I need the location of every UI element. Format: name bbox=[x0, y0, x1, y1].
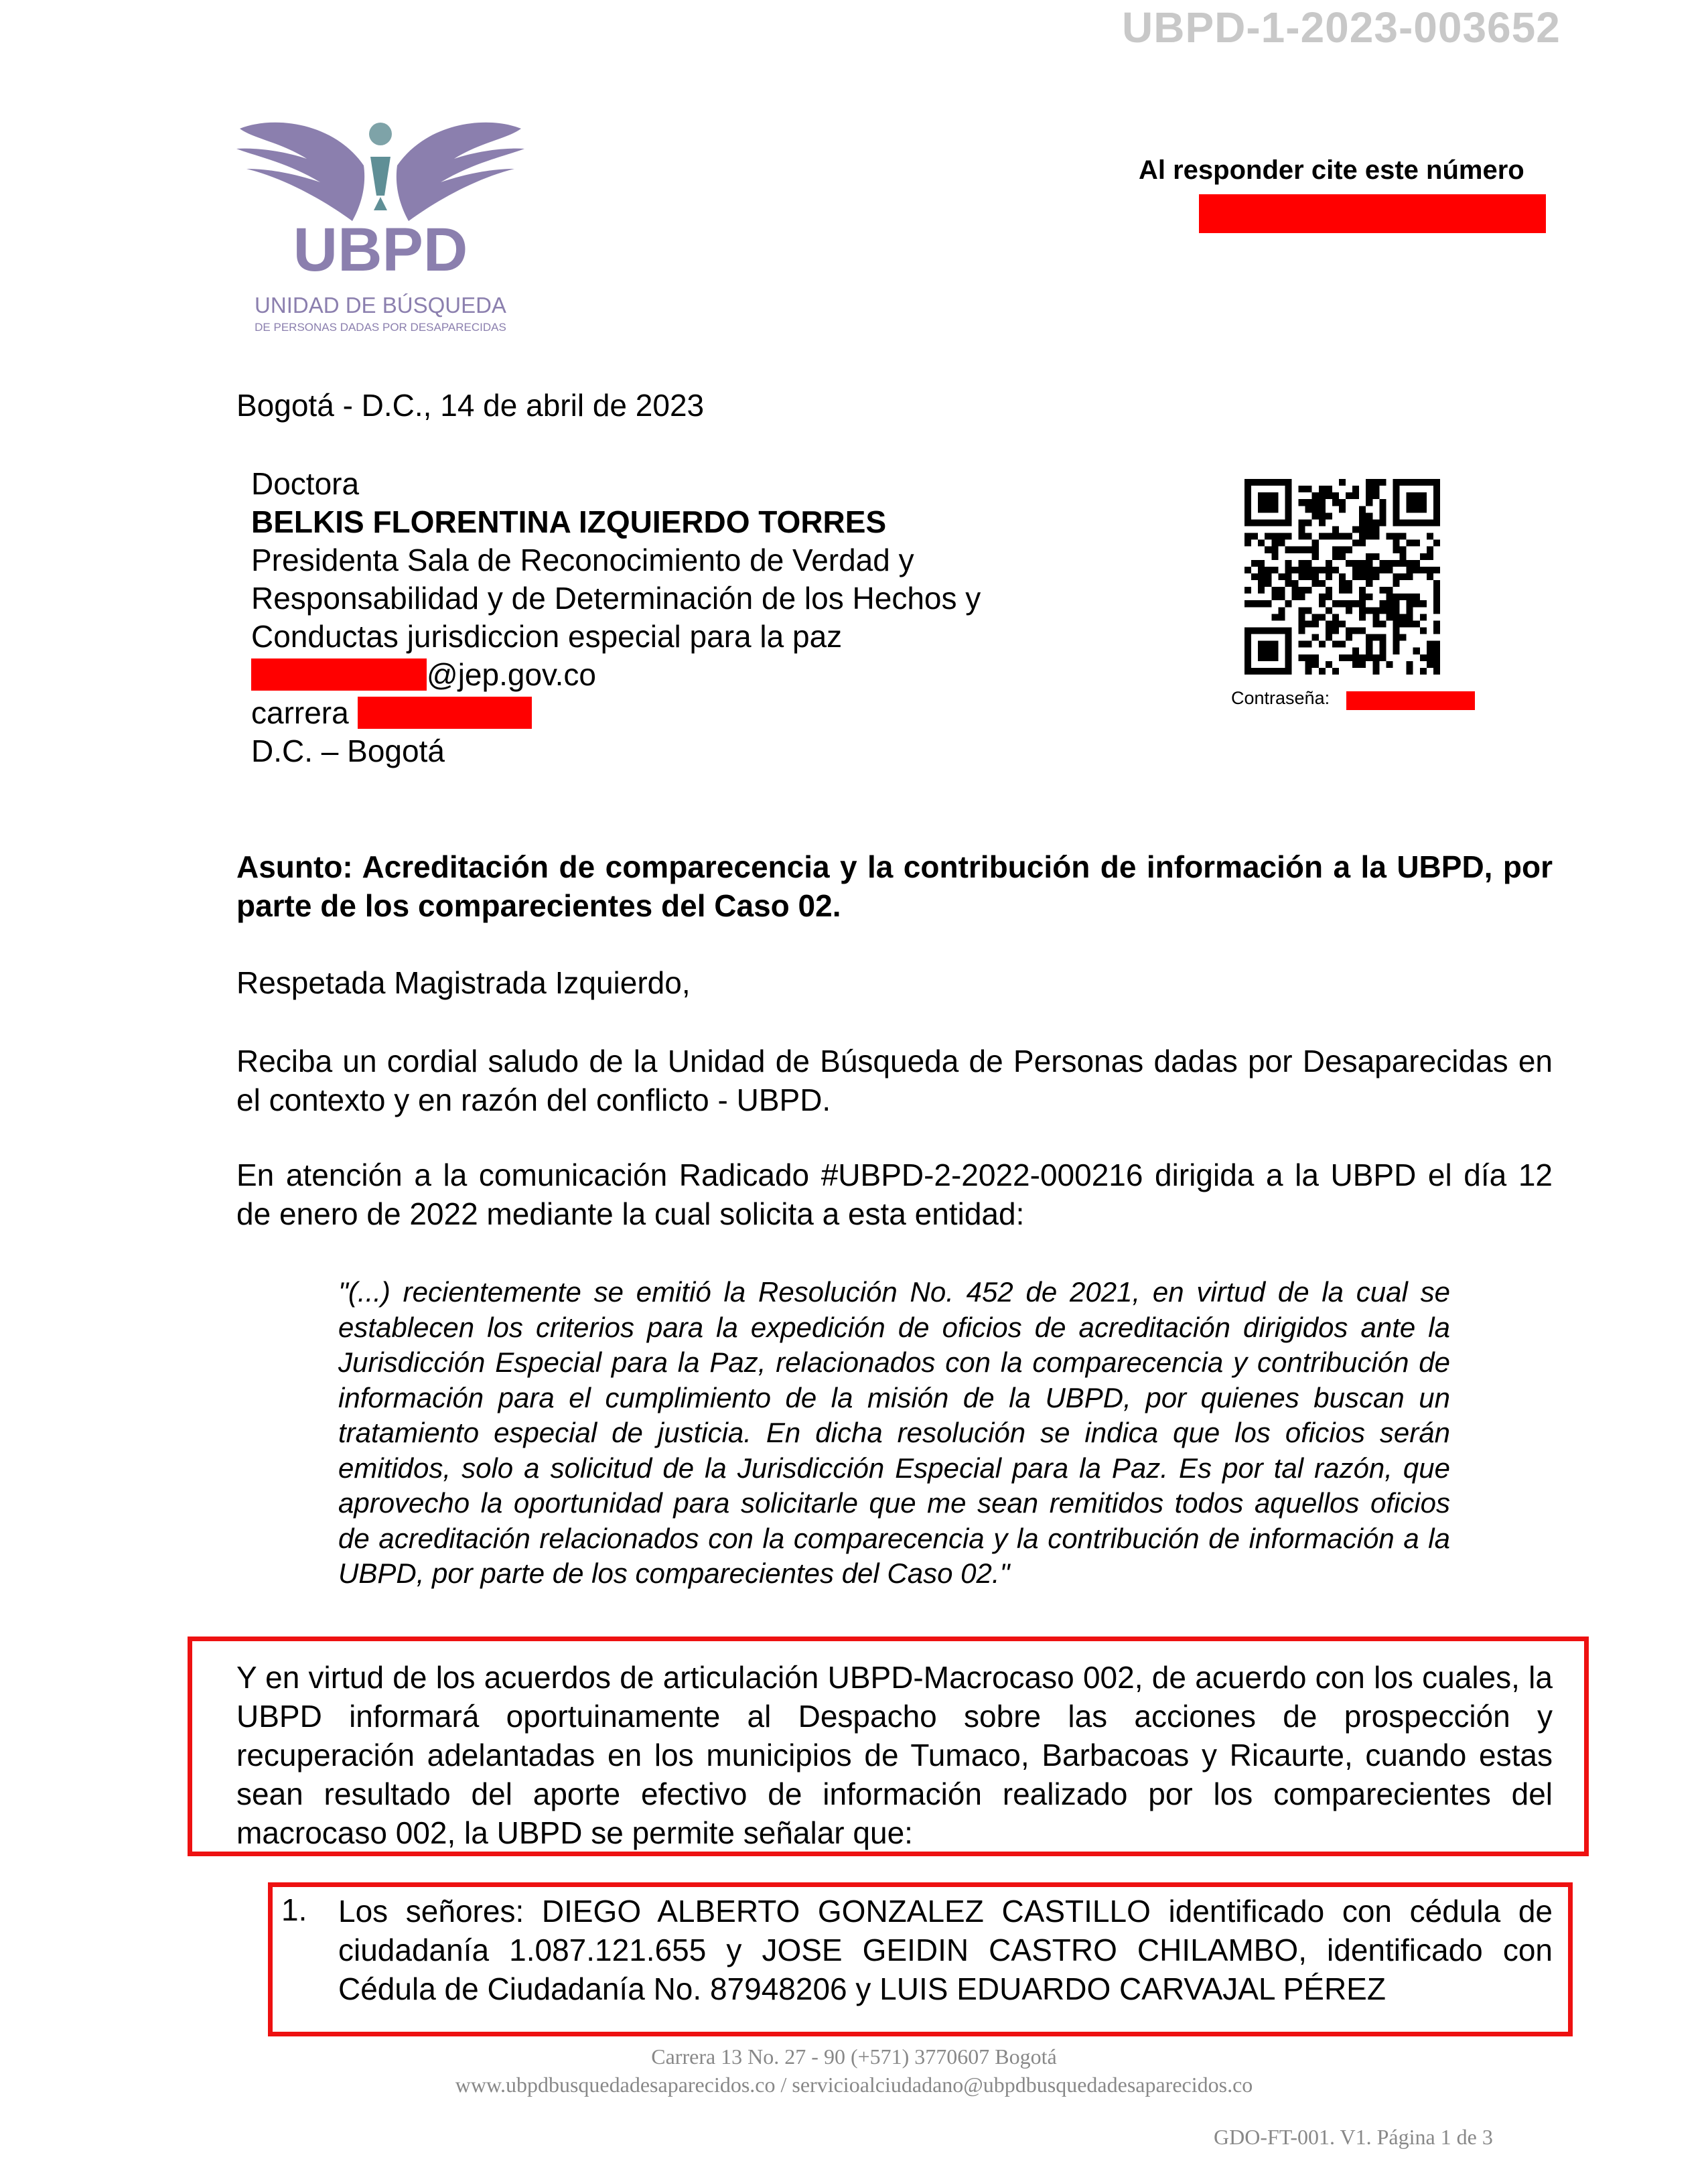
logo-title: UBPD bbox=[293, 216, 468, 284]
qr-modules bbox=[1244, 479, 1440, 675]
cite-label: Al responder cite este número bbox=[1139, 155, 1524, 185]
radicado-stamp: UBPD-1-2023-003652 bbox=[1122, 3, 1561, 52]
date-line: Bogotá - D.C., 14 de abril de 2023 bbox=[236, 388, 705, 423]
redacted-address bbox=[358, 697, 532, 729]
document-code: GDO-FT-001. V1. Página 1 de 3 bbox=[1214, 2125, 1493, 2149]
recipient-email bbox=[251, 656, 981, 694]
greeting: Respetada Magistrada Izquierdo, bbox=[236, 965, 691, 1000]
subject-line: Asunto: Acreditación de comparecencia y la contribución de información a la UBPD, por parte de los comparecientes del Caso 02. bbox=[236, 849, 1553, 923]
redacted-email-user bbox=[251, 658, 427, 691]
list-item-number: 1. bbox=[281, 1892, 307, 1927]
ubpd-logo-graphic bbox=[233, 115, 528, 343]
qr-code-graphic bbox=[1244, 479, 1440, 675]
footer-web: www.ubpdbusquedadesaparecidos.co / servicioalciudadano@ubpdbusquedadesaparecidos.co bbox=[455, 2073, 1253, 2097]
recipient-name: BELKIS FLORENTINA IZQUIERDO TORRES bbox=[251, 504, 887, 539]
recipient-role-2: Responsabilidad y de Determinación de los Hechos y bbox=[251, 581, 981, 616]
paragraph-agreement: Y en virtud de los acuerdos de articulación UBPD-Macrocaso 002, de acuerdo con los cuales, la UBPD informará oportuinamente al Despacho sobre las acciones de prospección y recuperación adelantadas en los municipios de Tumaco, Barbacoas y Ricaurte, cuando estas sean resultado del aporte efectivo de información realizado por los comparecientes del macrocaso 002, la UBPD se permite señalar que: bbox=[236, 1660, 1553, 1850]
qr-code bbox=[1244, 479, 1440, 675]
ubpd-logo bbox=[233, 115, 528, 343]
recipient-title: Doctora bbox=[251, 466, 360, 501]
paragraph-reference: En atención a la comunicación Radicado #UBPD-2-2022-000216 dirigida a la UBPD el día 12 de enero de 2022 mediante la cual solicita a esta entidad: bbox=[236, 1158, 1553, 1231]
redacted-password bbox=[1346, 691, 1475, 710]
logo-subtitle: UNIDAD DE BÚSQUEDA bbox=[255, 293, 506, 318]
recipient-role-1: Presidenta Sala de Reconocimiento de Verdad y bbox=[251, 543, 914, 577]
recipient-address bbox=[251, 694, 981, 732]
footer-address: Carrera 13 No. 27 - 90 (+571) 3770607 Bogotá bbox=[651, 2044, 1057, 2069]
recipient-role-3: Conductas jurisdiccion especial para la paz bbox=[251, 619, 843, 654]
address-label: carrera bbox=[251, 695, 349, 730]
email-domain: @jep.gov.co bbox=[427, 657, 596, 692]
recipient-block bbox=[251, 465, 981, 770]
quoted-request: "(...) recientemente se emitió la Resolución No. 452 de 2021, en virtud de la cual se establecen los criterios para la expedición de oficios de acreditación dirigidos ante la Jurisdicción Especial para la Paz, relacionados con la comparecencia y contribución de información para el cumplimiento de la misión de la UBPD, por quienes buscan un tratamiento especial de justicia. En dicha resolución se indica que los oficios serán emitidos, solo a solicitud de la Jurisdicción Especial para la Paz. Es por tal razón, que aprovecho la oportunidad para solicitarle que me sean remitidos todos aquellos oficios de acreditación relacionados con la comparecencia y la contribución de información a la UBPD, por parte de los comparecientes del Caso 02." bbox=[338, 1276, 1450, 1589]
logo-tagline: DE PERSONAS DADAS POR DESAPARECIDAS bbox=[255, 321, 506, 334]
recipient-city: D.C. – Bogotá bbox=[251, 734, 445, 768]
password-label: Contraseña: bbox=[1231, 688, 1330, 708]
paragraph-salutation: Reciba un cordial saludo de la Unidad de Búsqueda de Personas dadas por Desaparecidas en el contexto y en razón del conflicto - UBPD. bbox=[236, 1044, 1553, 1117]
redacted-cite-number bbox=[1199, 194, 1546, 233]
list-item: Los señores: DIEGO ALBERTO GONZALEZ CASTILLO identificado con cédula de ciudadanía 1.087.121.655 y JOSE GEIDIN CASTRO CHILAMBO, identificado con Cédula de Ciudadanía No. 87948206 y LUIS EDUARDO CARVAJAL PÉREZ bbox=[338, 1894, 1553, 2006]
